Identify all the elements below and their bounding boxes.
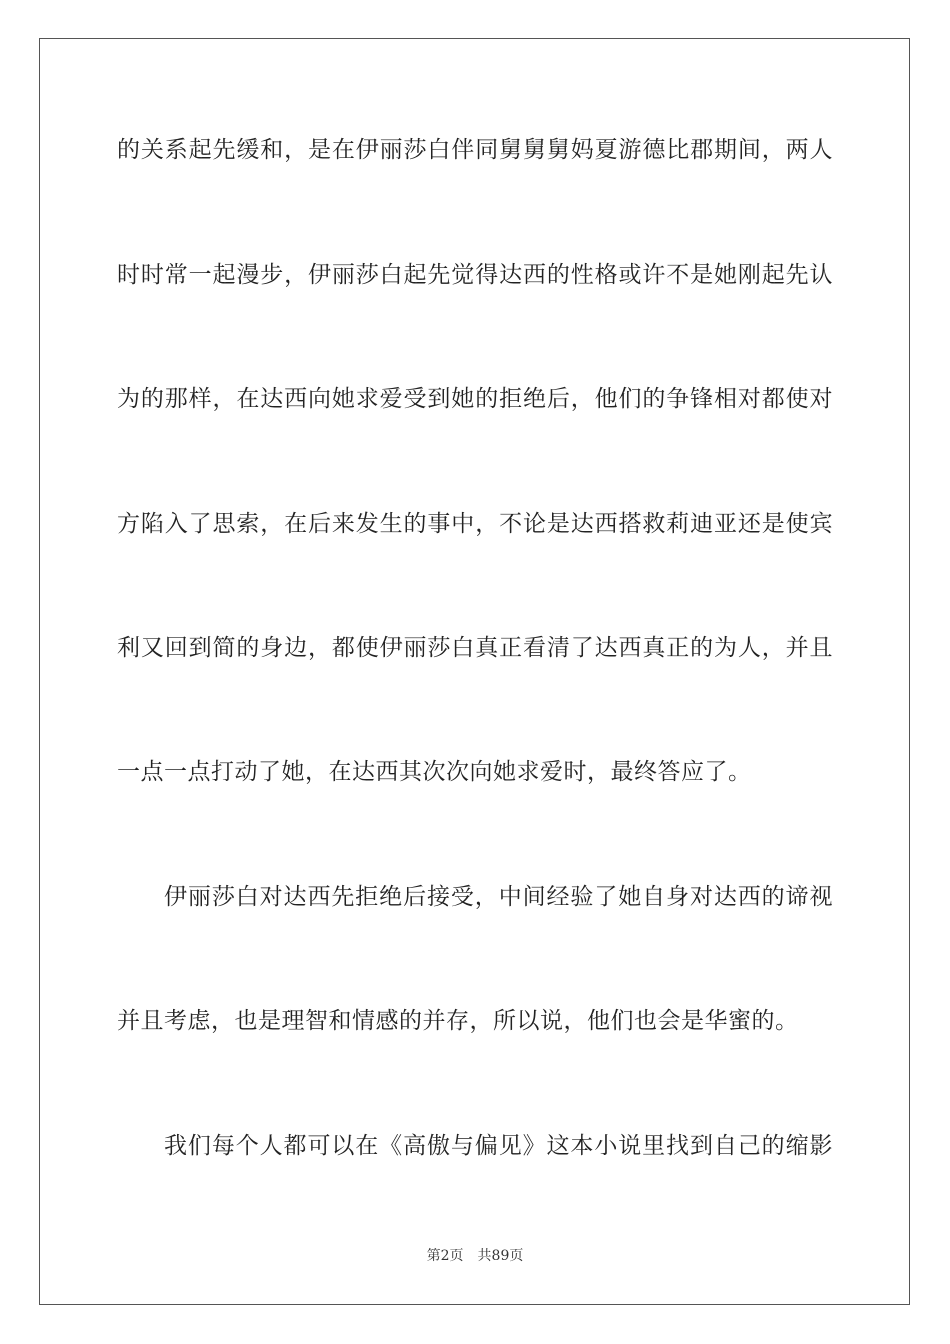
page-number: 第2页 [426, 1248, 464, 1264]
body-text-line: 为的那样，在达西向她求爱受到她的拒绝后，他们的争锋相对都使对 [117, 386, 833, 412]
body-text-line: 我们每个人都可以在《高傲与偏见》这本小说里找到自己的缩影 [164, 1133, 833, 1159]
body-text-line: 时时常一起漫步，伊丽莎白起先觉得达西的性格或许不是她刚起先认 [117, 262, 833, 288]
body-text-line: 一点一点打动了她，在达西其次次向她求爱时，最终答应了。 [117, 759, 752, 785]
page-footer [0, 1246, 950, 1266]
page-border [39, 38, 910, 1305]
page-total: 共89页 [477, 1248, 524, 1264]
body-text-line: 伊丽莎白对达西先拒绝后接受，中间经验了她自身对达西的谛视 [164, 884, 833, 910]
body-text-line: 的关系起先缓和，是在伊丽莎白伴同舅舅舅妈夏游德比郡期间，两人 [117, 137, 833, 163]
body-text-line: 利又回到简的身边，都使伊丽莎白真正看清了达西真正的为人，并且 [117, 635, 833, 661]
body-text-line: 并且考虑，也是理智和情感的并存，所以说，他们也会是华蜜的。 [117, 1008, 799, 1034]
body-text-line: 方陷入了思索，在后来发生的事中，不论是达西搭救莉迪亚还是使宾 [117, 511, 833, 537]
